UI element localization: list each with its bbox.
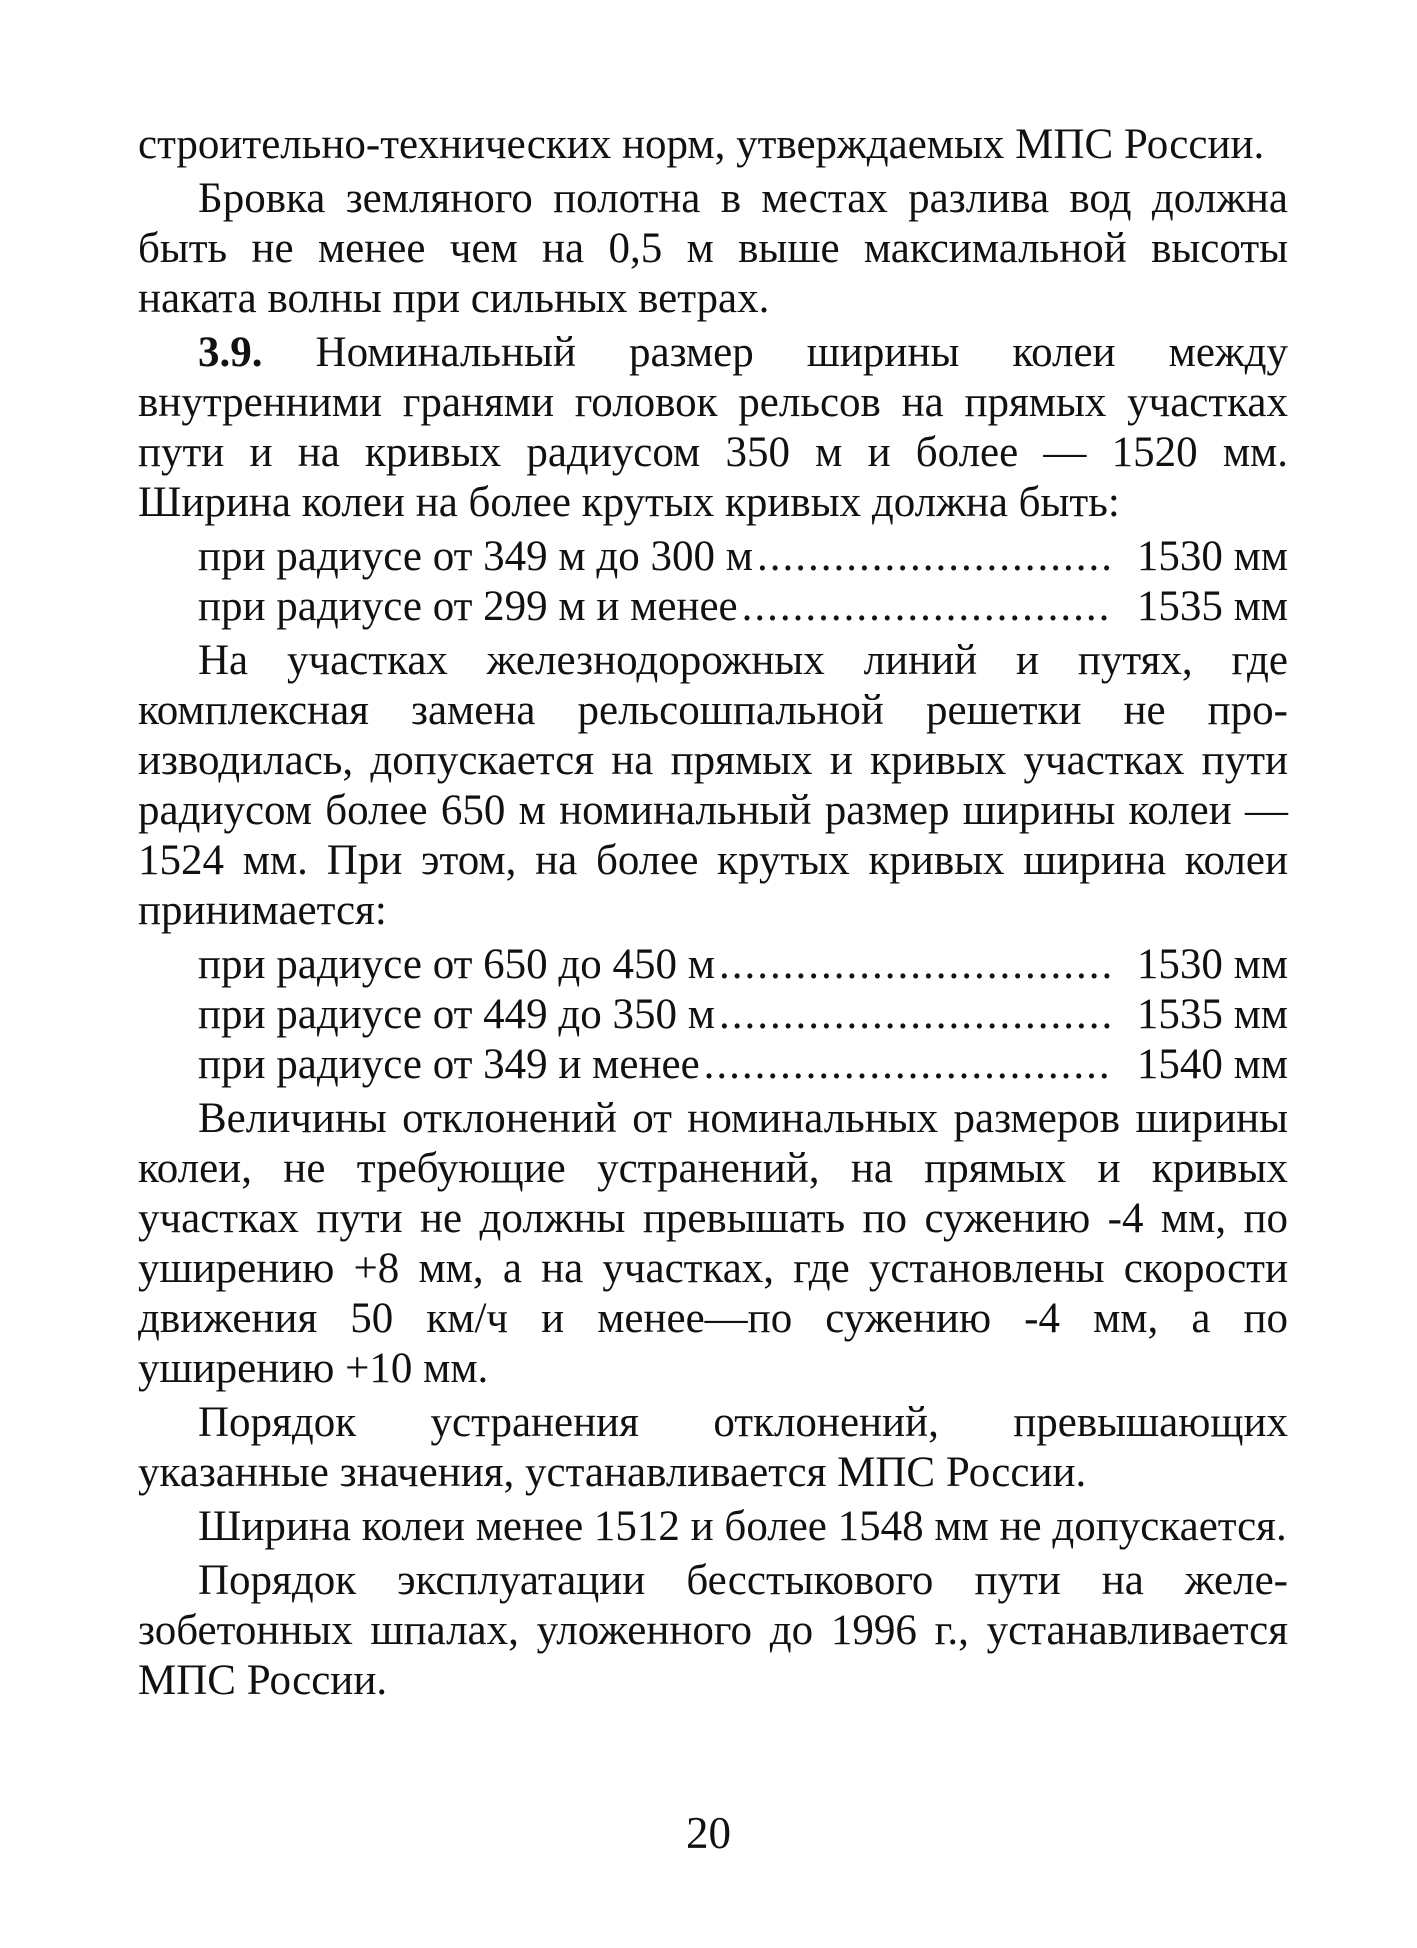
paragraph-3-9 — [138, 328, 1288, 528]
dot-leader — [742, 582, 1114, 632]
list-item — [198, 940, 1288, 990]
section-number: 3.9. — [198, 329, 263, 376]
list-item-value: 1530 мм — [1136, 533, 1288, 580]
paragraph-deviations: Величины отклонений от номинальных размеров ширины колеи, не требующие устранений, на прямых и кривых участках пути не должны превышать по сужению -4 мм, по уширению +8 мм, а на участках, где установлены скорости движения 50 км/ч и менее—по сужению -4 мм, а по уширению +10 мм. — [138, 1095, 1288, 1392]
list-item — [198, 1040, 1288, 1090]
list-item-label: при радиусе от 650 до 450 м — [198, 941, 716, 988]
list-item — [198, 532, 1288, 582]
paragraph-embankment: Бровка земляного полотна в местах разлива вод должна быть не менее чем на 0,5 м выше максимальной высоты наката волны при сильных ветрах. — [138, 175, 1288, 322]
list-item-value: 1535 мм — [1136, 583, 1288, 630]
paragraph-gauge-limits: Ширина колеи менее 1512 и более 1548 мм не допускается. — [198, 1503, 1287, 1550]
dot-leader — [704, 1040, 1114, 1090]
paragraph-3-9-text: Номинальный размер ширины колеи между внутренними гранями головок рельсов на прямых участках пути и на кривых радиусом 350 м и более — 1520 мм. Ширина колеи на более крутых кривых должна быть: — [138, 329, 1288, 526]
dot-leader — [719, 940, 1114, 990]
dot-leader — [719, 990, 1114, 1040]
gauge-list-1 — [138, 532, 1288, 632]
gauge-list-2 — [138, 940, 1288, 1090]
list-item-label: при радиусе от 349 и менее — [198, 1041, 700, 1088]
paragraph-procedure: Порядок устранения отклонений, превышающих указанные значения, устанавливается МПС России. — [138, 1399, 1288, 1496]
paragraph-old-track: На участках железнодорожных линий и путях, где комплексная замена рельсошпальной решетки не производилась, допускается на прямых и кривых участках пути радиусом более 650 м номинальный размер ширины колеи — 1524 мм. При этом, на более крутых кривых ширина колеи принимается: — [138, 637, 1288, 934]
list-item-label: при радиусе от 299 м и менее — [198, 583, 738, 630]
document-page — [138, 120, 1288, 1710]
list-item-value: 1540 мм — [1136, 1041, 1288, 1088]
list-item — [198, 990, 1288, 1040]
paragraph-continuation: строительно-технических норм, утверждаемых МПС России. — [138, 121, 1265, 168]
list-item-label: при радиусе от 349 м до 300 м — [198, 533, 753, 580]
list-item — [198, 582, 1288, 632]
page-number: 20 — [686, 1808, 731, 1858]
list-item-value: 1535 мм — [1136, 991, 1288, 1038]
list-item-label: при радиусе от 449 до 350 м — [198, 991, 716, 1038]
paragraph-jointless-track: Порядок эксплуатации бесстыкового пути на железобетонных шпалах, уложенного до 1996 г., устанавливается МПС России. — [138, 1557, 1288, 1704]
list-item-value: 1530 мм — [1136, 941, 1288, 988]
dot-leader — [757, 532, 1114, 582]
